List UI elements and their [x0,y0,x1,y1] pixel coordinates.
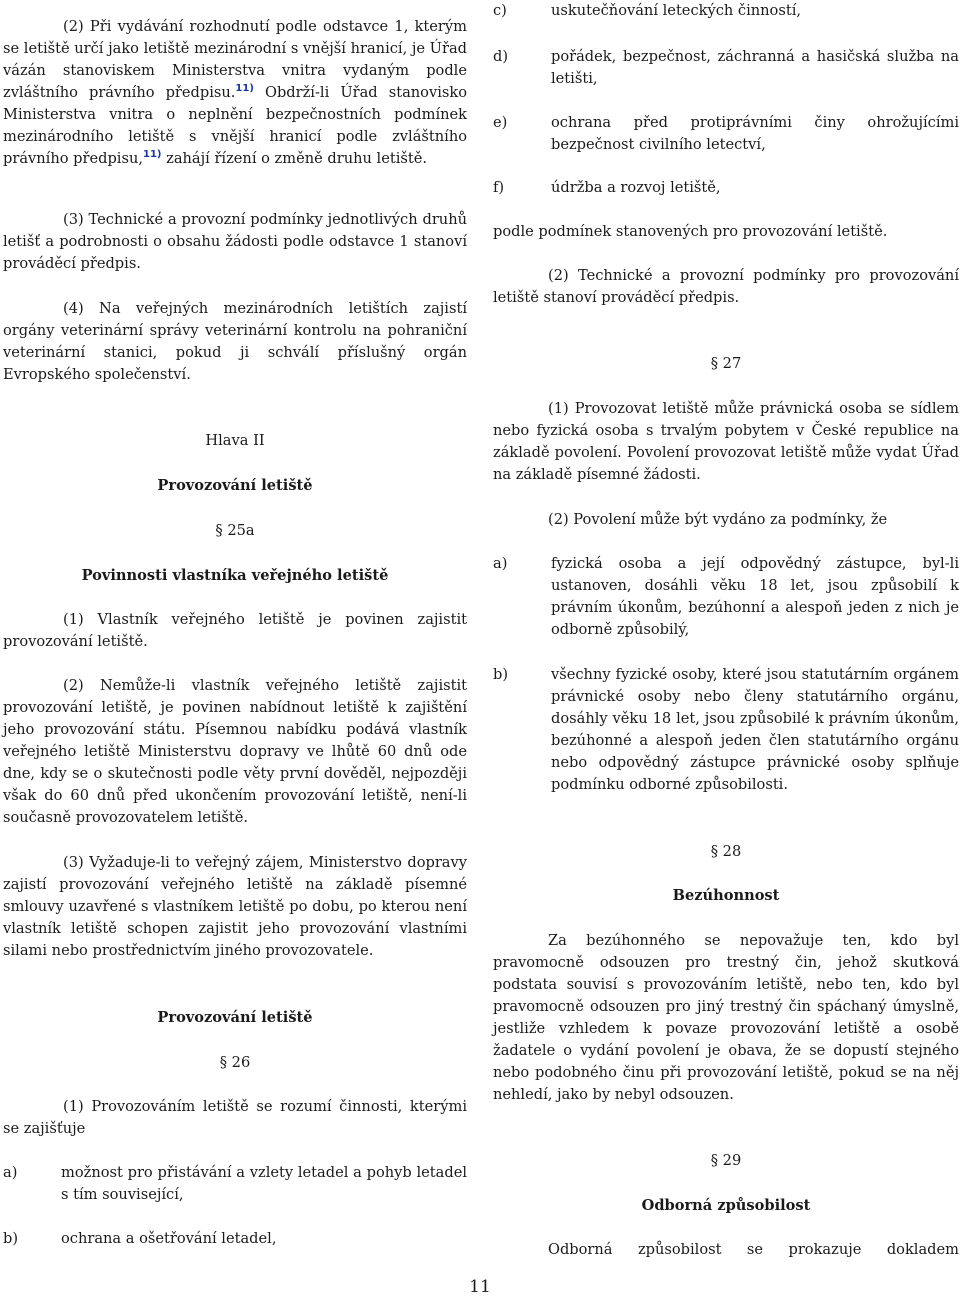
paragraph-25a-1: (1) Vlastník veřejného letiště je povinen zajistit provozování letiště. [3,611,467,650]
paragraph-25a-2: (2) Nemůže-li vlastník veřejného letiště zajistit provozování letiště, je povinen nabídnout letiště k zajištění jeho provozování státu. Písemnou nabídku podává vlastník veřejného letiště Ministerstvu dopravy ve lhůtě 60 dnů ode dne, kdy se o skutečnosti podle věty první dověděl, nejpozději však do 60 dnů před ukončením provozování letiště, není-li současně provozovatelem letiště. [3,677,467,826]
list-item-text: všechny fyzické osoby, které jsou statutárním orgánem právnické osoby nebo členy statutárního orgánu, dosáhly věku 18 let, jsou způsobilé k právním úkonům, bezúhonné a alespoň jeden člen statutárního orgánu nebo odpovědný zástupce právnické osoby splňuje podmínku odborné způsobilosti. [551,666,959,793]
paragraph-29: Odborná způsobilost se prokazuje dokladem [548,1241,959,1258]
paragraph-26-1: (1) Provozováním letiště se rozumí činnosti, kterými se zajišťuje [3,1098,467,1137]
paragraph-text: (2) Při vydávání rozhodnutí podle odstavce 1, kterým se letiště určí jako letiště mezinárodní s vnější hranicí, je Úřad vázán stanoviskem Ministerstva vnitra vydaným podle zvláštního právního předpisu. [3,18,467,101]
list-item-label: a) [493,555,508,572]
section-26-heading: § 26 [219,1054,251,1071]
list-item [493,112,959,156]
section-29-title: Odborná způsobilost [641,1197,811,1214]
section-27-heading: § 27 [710,355,742,372]
section-28-heading: § 28 [710,843,742,860]
paragraph-text: Obdrží-li Úřad stanovisko Ministerstva vnitra o neplnění bezpečnostních podmínek mezinárodního letiště s vnější hranicí podle zvláštního právního předpisu, [3,84,467,167]
paragraph-25a-3: (3) Vyžaduje-li to veřejný zájem, Ministerstvo dopravy zajistí provozování veřejného letiště na základě písemné smlouvy uzavřené s vlastníkem letiště po dobu, po kterou není vlastník letiště schopen zajistit jeho provozování vlastními silami nebo prostřednictvím jiného provozovatele. [3,854,467,959]
list-item-label: b) [493,666,509,683]
list-item [493,0,959,22]
section-25a-title: Povinnosti vlastníka veřejného letiště [81,567,389,584]
list-item [493,177,959,199]
section-29-heading: § 29 [710,1152,742,1169]
list-item-label: b) [3,1230,19,1247]
chapter-title: Provozování letiště [157,477,313,494]
paragraph-text: zahájí řízení o změně druhu letiště. [161,150,428,167]
section-28-title: Bezúhonnost [672,887,780,904]
list-item-text: uskutečňování leteckých činností, [551,2,802,19]
paragraph-26-2: (2) Technické a provozní podmínky pro provozování letiště stanoví prováděcí předpis. [493,267,959,306]
list-item [3,1162,467,1206]
list-item-text: pořádek, bezpečnost, záchranná a hasičská služba na letišti, [551,48,959,87]
paragraph-27-2: (2) Povolení může být vydáno za podmínky, že [548,511,888,528]
list-item [493,664,959,796]
paragraph-25-2 [3,16,467,170]
paragraph-26-tail: podle podmínek stanovených pro provozování letiště. [493,223,888,240]
list-item-text: fyzická osoba a její odpovědný zástupce, byl-li ustanoven, dosáhli věku 18 let, jsou způsobilí k právním úkonům, bezúhonní a alespoň jeden z nich je odborně způsobilý, [551,555,959,638]
list-item-label: c) [493,2,507,19]
paragraph-27-1: (1) Provozovat letiště může právnická osoba se sídlem nebo fyzická osoba s trvalým pobytem v České republice na základě povolení. Povolení provozovat letiště může vydat Úřad na základě písemné žádosti. [493,400,959,483]
chapter-heading: Hlava II [205,432,265,449]
footnote-ref[interactable]: 11) [143,149,162,160]
paragraph-28: Za bezúhonného se nepovažuje ten, kdo byl pravomocně odsouzen pro trestný čin, jehož skutková podstata souvisí s provozováním letiště, nebo ten, kdo byl pravomocně odsouzen pro jiný trestný čin spáchaný úmyslně, jestliže vzhledem k povaze provozování letiště a osobě žadatele o vydání povolení je obava, že se dopustí stejného nebo podobného činu při provozování letiště, pokud se na něj nehledí, jako by nebyl odsouzen. [493,932,959,1103]
list-item-text: možnost pro přistávání a vzlety letadel a pohyb letadel s tím související, [61,1164,467,1203]
list-item-label: a) [3,1164,18,1181]
list-item [3,1228,467,1250]
list-item [493,553,959,641]
list-item-label: f) [493,179,505,196]
footnote-ref[interactable]: 11) [235,83,254,94]
paragraph-25-3: (3) Technické a provozní podmínky jednotlivých druhů letišť a podrobnosti o obsahu žádosti podle odstavce 1 stanoví prováděcí předpis. [3,211,467,272]
list-item [493,46,959,90]
page-number: 11 [469,1277,491,1297]
paragraph-25-4: (4) Na veřejných mezinárodních letištích zajistí orgány veterinární správy veterinární kontrolu na pohraniční veterinární stanici, pokud ji schválí příslušný orgán Evropského společenství. [3,300,467,383]
list-item-text: ochrana a ošetřování letadel, [61,1230,277,1247]
section-25a-heading: § 25a [215,522,255,539]
section-heading-operation: Provozování letiště [157,1009,313,1026]
list-item-label: e) [493,114,508,131]
list-item-text: ochrana před protiprávními činy ohrožujícími bezpečnost civilního letectví, [551,114,959,153]
list-item-label: d) [493,48,509,65]
list-item-text: údržba a rozvoj letiště, [551,179,721,196]
